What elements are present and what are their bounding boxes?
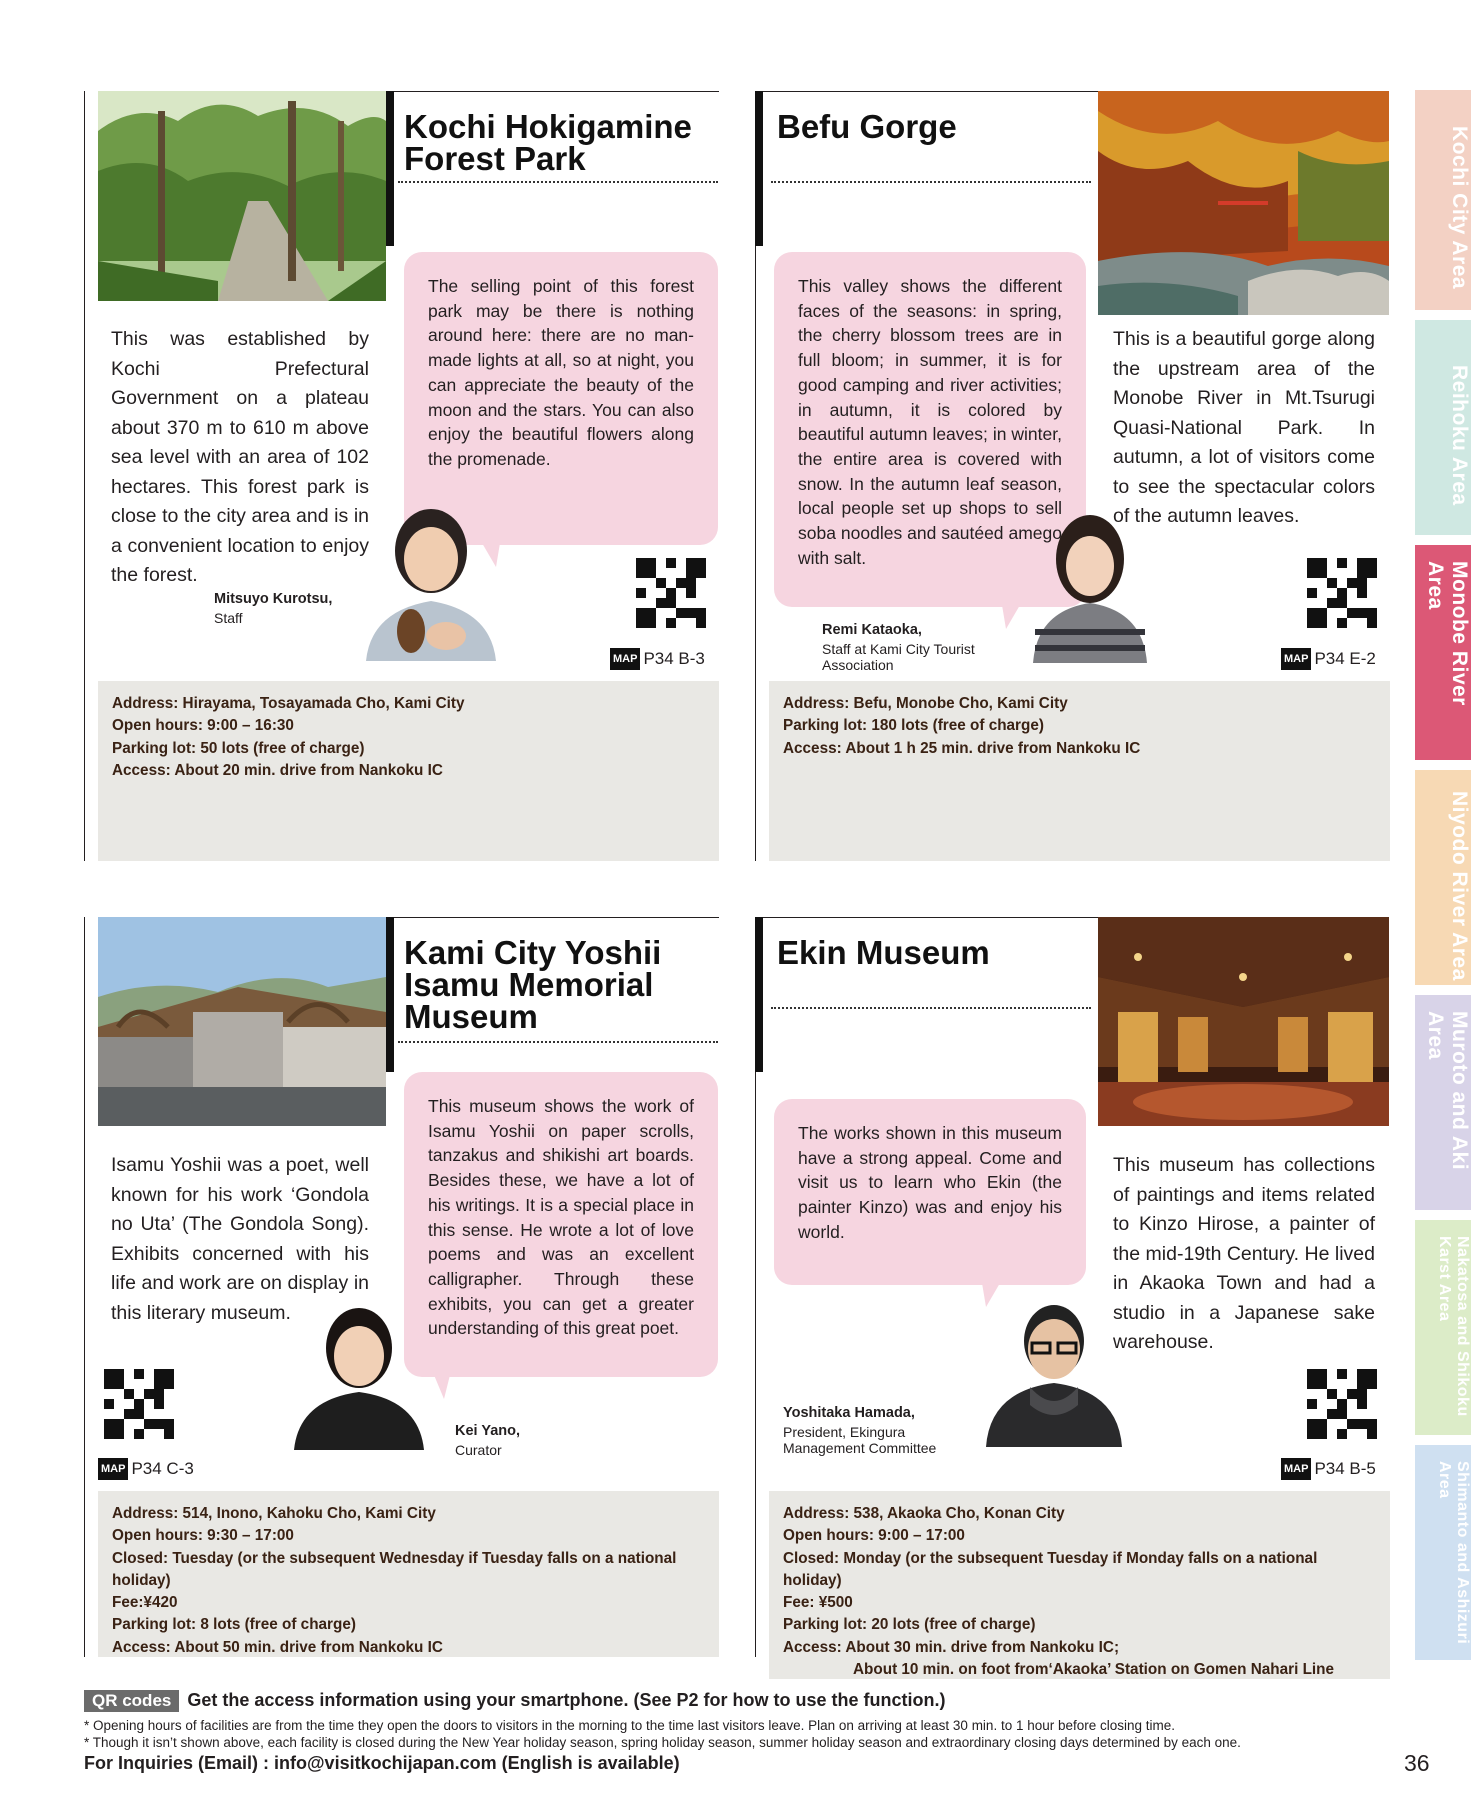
info-hours: Open hours: 9:00 – 16:30 xyxy=(112,717,294,735)
ekin-museum-photo xyxy=(1098,917,1389,1126)
tab-muroto-and-aki-area[interactable]: Muroto and Aki Area xyxy=(1415,995,1471,1210)
map-badge: MAP xyxy=(1281,648,1311,670)
access-info-box xyxy=(769,681,1390,861)
page-title: Ekin Museum xyxy=(777,934,990,971)
card-befu-gorge xyxy=(755,91,1390,861)
title-accent-bar xyxy=(386,91,394,246)
qr-code[interactable] xyxy=(1307,1369,1377,1439)
qr-code[interactable] xyxy=(636,558,706,628)
title-accent-bar xyxy=(386,917,394,1072)
map-reference xyxy=(1281,648,1376,670)
tab-nakatosa-and-shikoku-karst-area[interactable]: Nakatosa and Shikoku Karst Area xyxy=(1415,1220,1471,1435)
description: This was established by Kochi Prefectural Government on a plateau about 370 m to 610 m above sea level with an area of 102 hectares. This forest park is close to the city area and is in a convenient location to enjoy the forest. xyxy=(111,328,369,586)
access-info-box xyxy=(769,1491,1390,1679)
page-title: Kami City Yoshii Isamu Memorial Museum xyxy=(404,934,662,1035)
description: This museum has collections of paintings and items related to Kinzo Hirose, a painter of the mid-19th Century. He lived in Akaoka Town and had a studio in a Japanese sake warehouse. xyxy=(1113,1154,1375,1353)
gorge-photo xyxy=(1098,91,1389,315)
info-access: Access: About 1 h 25 min. drive from Nankoku IC xyxy=(783,739,1141,757)
card-border xyxy=(384,91,719,92)
staff-name: Mitsuyo Kurotsu, xyxy=(214,591,333,607)
title-divider xyxy=(398,181,718,183)
info-address: Address: Hirayama, Tosayamada Cho, Kami City xyxy=(112,695,465,712)
card-yoshii-isamu-museum xyxy=(84,917,719,1687)
title-divider xyxy=(771,181,1091,183)
info-access-walk: About 10 min. on foot from‘Akaoka’ Station on Gomen Nahari Line xyxy=(853,1661,1335,1679)
info-address: Address: Befu, Monobe Cho, Kami City xyxy=(783,695,1068,712)
map-reference xyxy=(98,1458,194,1480)
title-divider xyxy=(771,1007,1091,1009)
map-page: P34 B-3 xyxy=(643,649,705,668)
map-page: P34 B-5 xyxy=(1314,1459,1376,1478)
page-number: 36 xyxy=(1404,1750,1430,1776)
staff-comment-bubble xyxy=(404,1072,718,1377)
card-ekin-museum xyxy=(755,917,1390,1687)
museum-photo xyxy=(98,917,386,1126)
info-address: Address: 538, Akaoka Cho, Konan City xyxy=(783,1505,1065,1522)
title-accent-bar xyxy=(755,917,763,1072)
description: Isamu Yoshii was a poet, well known for his work ‘Gondola no Uta’ (The Gondola Song). Exhibits concerned with his life and work are on display in this literary museum. xyxy=(111,1154,369,1324)
map-badge: MAP xyxy=(610,648,640,670)
inquiry-email: For Inquiries (Email) : info@visitkochijapan.com (English is available) xyxy=(84,1753,680,1773)
staff-comment-bubble xyxy=(774,1099,1086,1285)
info-closed: Closed: Tuesday (or the subsequent Wednesday if Tuesday falls on a national holiday) xyxy=(112,1549,677,1589)
card-hokigamine xyxy=(84,91,719,861)
staff-photo xyxy=(284,1300,434,1450)
tab-reihoku-area[interactable]: Reihoku Area xyxy=(1415,320,1471,535)
access-info-box xyxy=(98,1491,719,1657)
qr-codes-text: Get the access information using your smartphone. (See P2 for how to use the function.) xyxy=(187,1690,946,1710)
info-access: Access: About 20 min. drive from Nankoku IC xyxy=(112,761,443,779)
info-access: Access: About 50 min. drive from Nankoku IC xyxy=(112,1638,443,1656)
forest-photo xyxy=(98,91,386,301)
card-border xyxy=(84,91,85,861)
qr-code[interactable] xyxy=(104,1369,174,1439)
qr-codes-note xyxy=(84,1690,945,1712)
page-title: Kochi Hokigamine Forest Park xyxy=(404,108,692,177)
info-closed: Closed: Monday (or the subsequent Tuesday if Monday falls on a national holiday) xyxy=(783,1549,1318,1589)
info-hours: Open hours: 9:30 – 17:00 xyxy=(112,1527,294,1545)
map-badge: MAP xyxy=(1281,1458,1311,1480)
bubble-tail xyxy=(1002,605,1020,629)
info-fee: Fee: ¥500 xyxy=(783,1594,853,1612)
qr-code[interactable] xyxy=(1307,558,1377,628)
card-border xyxy=(755,91,1100,92)
map-reference xyxy=(610,648,705,670)
card-border xyxy=(755,917,1100,918)
tab-shimanto-and-ashizuri-area[interactable]: Shimanto and Ashizuri Area xyxy=(1415,1445,1471,1660)
tab-monobe-river-area[interactable]: Monobe River Area xyxy=(1415,545,1471,760)
tab-kochi-city-area[interactable]: Kochi City Area xyxy=(1415,90,1471,310)
staff-photo xyxy=(1025,511,1155,663)
staff-role: President, Ekingura Management Committee xyxy=(783,1424,937,1456)
map-badge: MAP xyxy=(98,1458,128,1480)
card-border xyxy=(384,917,719,918)
staff-role: Staff at Kami City Tourist Association xyxy=(822,641,975,673)
access-info-box xyxy=(98,681,719,861)
map-page: P34 E-2 xyxy=(1314,649,1376,668)
title-accent-bar xyxy=(755,91,763,246)
info-parking: Parking lot: 180 lots (free of charge) xyxy=(783,717,1044,735)
card-border xyxy=(84,917,85,1657)
staff-name: Kei Yano, xyxy=(455,1423,521,1439)
staff-comment: This museum shows the work of Isamu Yoshii on paper scrolls, tanzakus and shikishi art boards. Besides these, we have a lot of his writings. It is a special place in this sense. He wrote a lot of love poems and was an excellent calligrapher. Through these exhibits, you can get a greater understanding of this great poet. xyxy=(428,1096,694,1339)
info-fee: Fee:¥420 xyxy=(112,1594,178,1612)
bubble-tail xyxy=(434,1375,450,1399)
description: This is a beautiful gorge along the upstream area of the Monobe River in Mt.Tsurugi Quasi-National Park. In autumn, a lot of visitors come to see the spectacular colors of the autumn leaves. xyxy=(1113,328,1375,527)
map-page: P34 C-3 xyxy=(131,1459,194,1478)
staff-role: Curator xyxy=(455,1442,502,1458)
qr-codes-badge: QR codes xyxy=(84,1690,179,1712)
staff-photo xyxy=(356,501,506,661)
map-reference xyxy=(1281,1458,1376,1480)
staff-comment: This valley shows the different faces of the seasons: in spring, the cherry blossom trees are in full bloom; in summer, it is for good camping and river activities; in autumn, it is colored by beautiful autumn leaves; in winter, the entire area is covered with snow. In the autumn leaf season, local people set up shops to sell soba noodles and sautéed amego with salt. xyxy=(798,276,1062,568)
info-parking: Parking lot: 8 lots (free of charge) xyxy=(112,1616,356,1634)
staff-role: Staff xyxy=(214,610,243,626)
page-title: Befu Gorge xyxy=(777,108,957,145)
title-divider xyxy=(398,1041,718,1043)
staff-comment: The works shown in this museum have a strong appeal. Come and visit us to learn who Ekin (the painter Kinzo) was and enjoy his world. xyxy=(798,1123,1062,1242)
footnote-closing-days: * Though it isn’t shown above, each facility is closed during the New Year holiday season, spring holiday season, summer holiday season and extraordinary closing days determined by each one. xyxy=(84,1735,1241,1750)
staff-name: Remi Kataoka, xyxy=(822,622,922,638)
staff-name: Yoshitaka Hamada, xyxy=(783,1405,915,1421)
info-parking: Parking lot: 20 lots (free of charge) xyxy=(783,1616,1036,1634)
info-parking: Parking lot: 50 lots (free of charge) xyxy=(112,739,365,757)
info-hours: Open hours: 9:00 – 17:00 xyxy=(783,1527,965,1545)
info-access: Access: About 30 min. drive from Nankoku IC; xyxy=(783,1638,1120,1656)
staff-comment: The selling point of this forest park may be there is nothing around here: there are no man-made lights at all, so at night, you can appreciate the beauty of the moon and the stars. You can also enjoy the beautiful flowers along the promenade. xyxy=(428,276,694,469)
footnote-opening-hours: * Opening hours of facilities are from the time they open the doors to visitors in the morning to the time last visitors leave. Plan on arriving at least 30 min. to 1 hour before closing time. xyxy=(84,1718,1176,1733)
staff-photo xyxy=(980,1295,1128,1447)
info-address: Address: 514, Inono, Kahoku Cho, Kami City xyxy=(112,1505,436,1522)
tab-niyodo-river-area[interactable]: Niyodo River Area xyxy=(1415,770,1471,985)
